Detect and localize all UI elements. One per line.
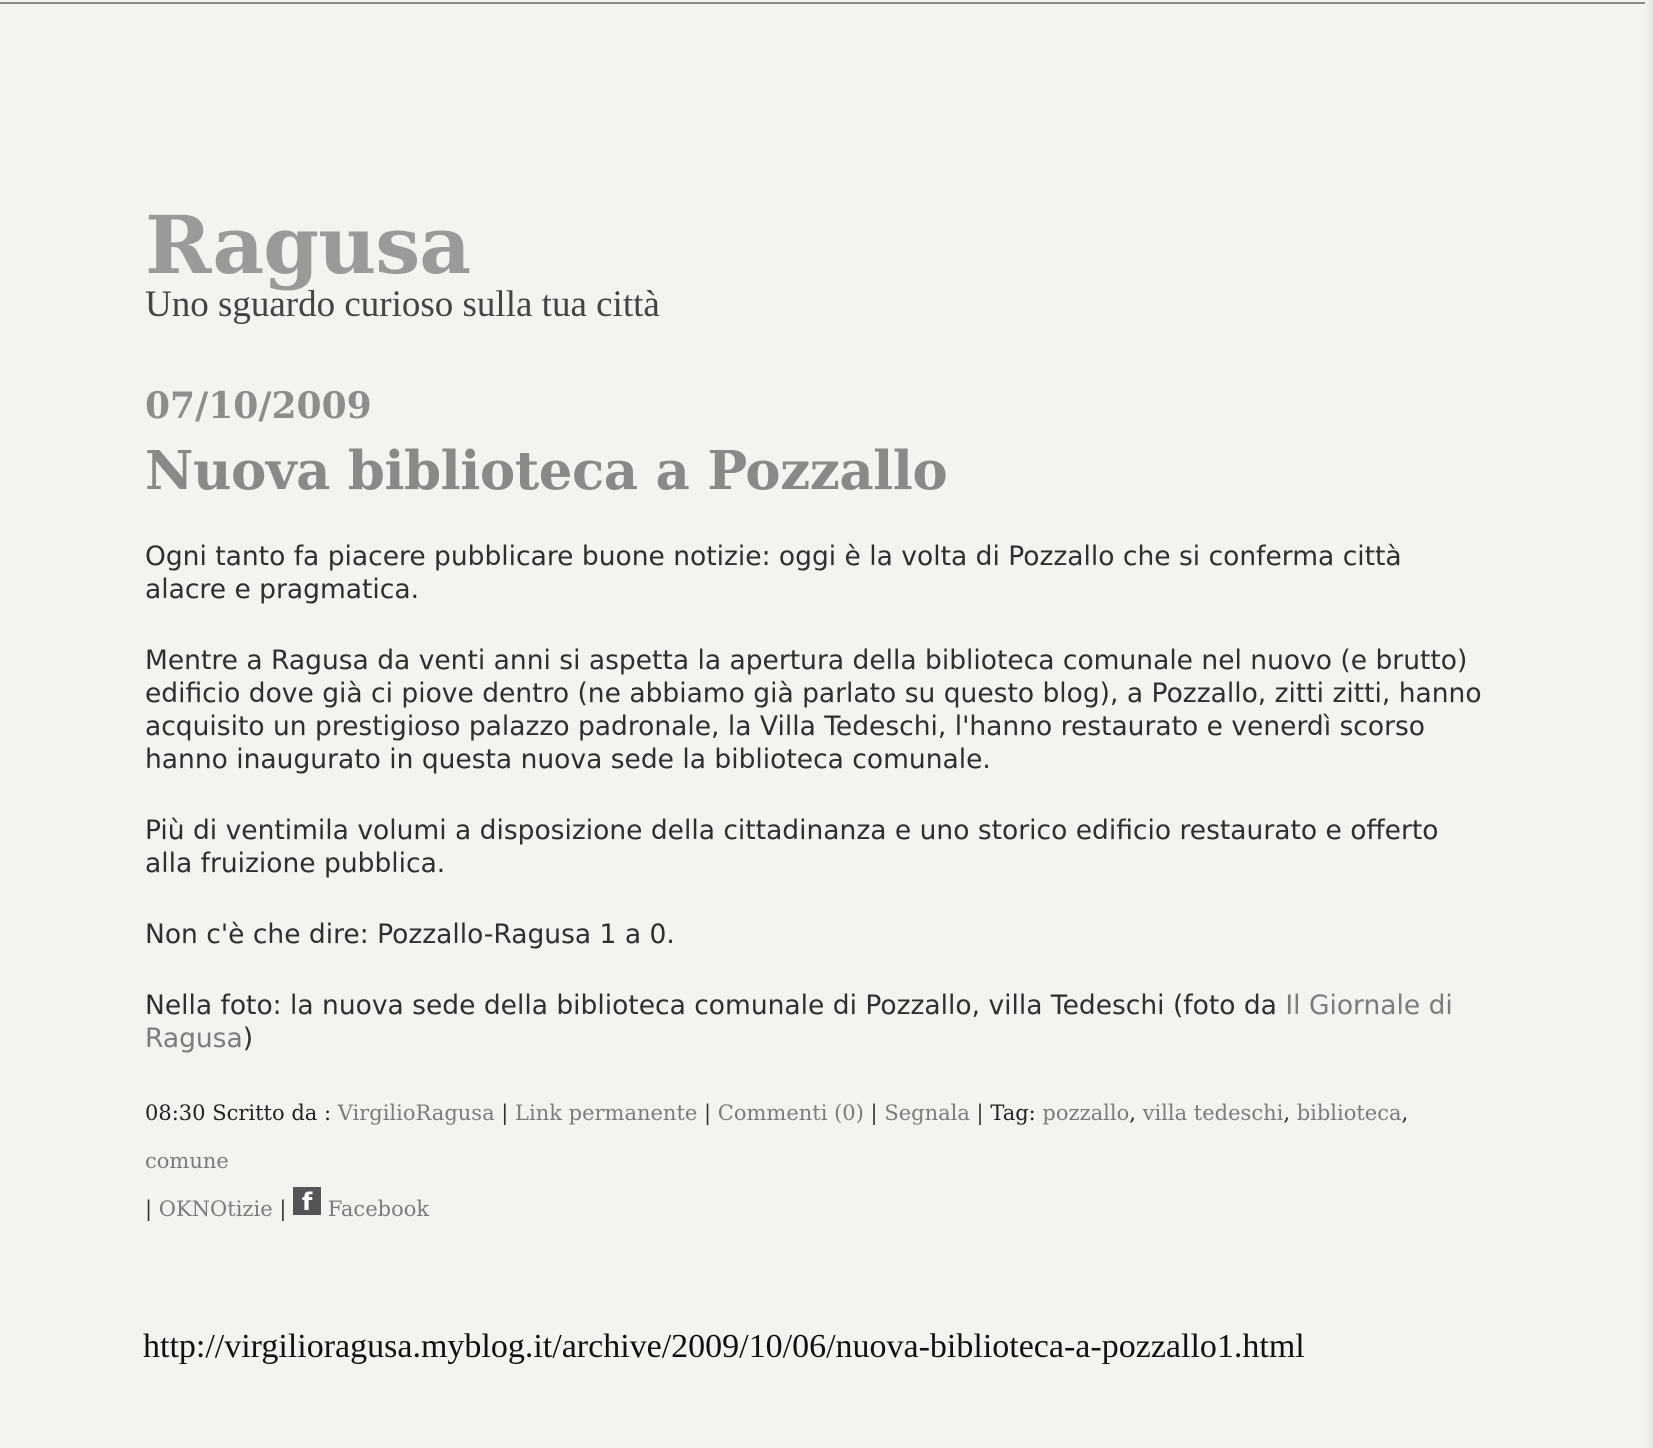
comments-link[interactable]: Commenti (0): [717, 1101, 864, 1125]
facebook-icon[interactable]: f: [293, 1187, 321, 1215]
blog-subtitle: Uno sguardo curioso sulla tua città: [145, 284, 660, 325]
author-link[interactable]: VirgilioRagusa: [337, 1101, 495, 1125]
top-scan-rule: [0, 2, 1653, 4]
blog-header: [145, 200, 1485, 326]
tags-label: Tag:: [990, 1101, 1036, 1125]
oknotizie-link[interactable]: OKNOtizie: [158, 1197, 273, 1221]
post-time: 08:30: [145, 1101, 206, 1125]
caption-end: ): [242, 1023, 254, 1054]
tag-link[interactable]: comune: [145, 1149, 229, 1173]
report-link[interactable]: Segnala: [884, 1101, 970, 1125]
permalink-link[interactable]: Link permanente: [515, 1101, 698, 1125]
blog-title[interactable]: Ragusa: [145, 198, 471, 292]
post-paragraph: Non c'è che dire: Pozzallo-Ragusa 1 a 0.: [145, 919, 675, 950]
photo-caption: [145, 989, 1485, 1055]
tag-link[interactable]: villa tedeschi: [1142, 1101, 1284, 1125]
post-paragraph: Più di ventimila volumi a disposizione della cittadinanza e uno storico edificio restaurato e offerto alla fruizione pubblica.: [145, 815, 1439, 879]
post-body: [145, 540, 1485, 1055]
written-by-label: Scritto da :: [212, 1101, 332, 1125]
tag-link[interactable]: biblioteca: [1296, 1101, 1402, 1125]
caption-source-link[interactable]: Il Giornale di Ragusa: [145, 990, 1453, 1054]
source-url: http://virgilioragusa.myblog.it/archive/2009/10/06/nuova-biblioteca-a-pozzallo1.html: [143, 1328, 1305, 1365]
post-paragraph: Mentre a Ragusa da venti anni si aspetta la apertura della biblioteca comunale nel nuovo (e brutto) edificio dove già ci piove dentro (ne abbiamo già parlato su questo blog), a Pozzallo, zitti zitti, hanno acquisito un prestigioso palazzo padronale, la Villa Tedeschi, l'hanno restaurato e venerdì scorso hanno inaugurato in questa nuova sede la biblioteca comunale.: [145, 645, 1482, 775]
caption-text: Nella foto: la nuova sede della biblioteca comunale di Pozzallo, villa Tedeschi (foto da: [145, 990, 1286, 1021]
facebook-link[interactable]: Facebook: [327, 1197, 430, 1221]
post-meta: 08:30 Scritto da : VirgilioRagusa | Link permanente | Commenti (0) | Segnala | Tag: pozzallo, villa tedeschi, biblioteca, comune | OKNOtizie | f Facebook: [145, 1101, 1409, 1221]
post-date: 07/10/2009: [145, 385, 372, 427]
blog-post: [145, 384, 1485, 1233]
blog-page: [145, 200, 1485, 1233]
post-title[interactable]: Nuova biblioteca a Pozzallo: [145, 440, 948, 502]
page-edge: [1645, 0, 1653, 1448]
tag-link[interactable]: pozzallo: [1042, 1101, 1130, 1125]
post-paragraph: Ogni tanto fa piacere pubblicare buone notizie: oggi è la volta di Pozzallo che si conferma città alacre e pragmatica.: [145, 541, 1402, 605]
